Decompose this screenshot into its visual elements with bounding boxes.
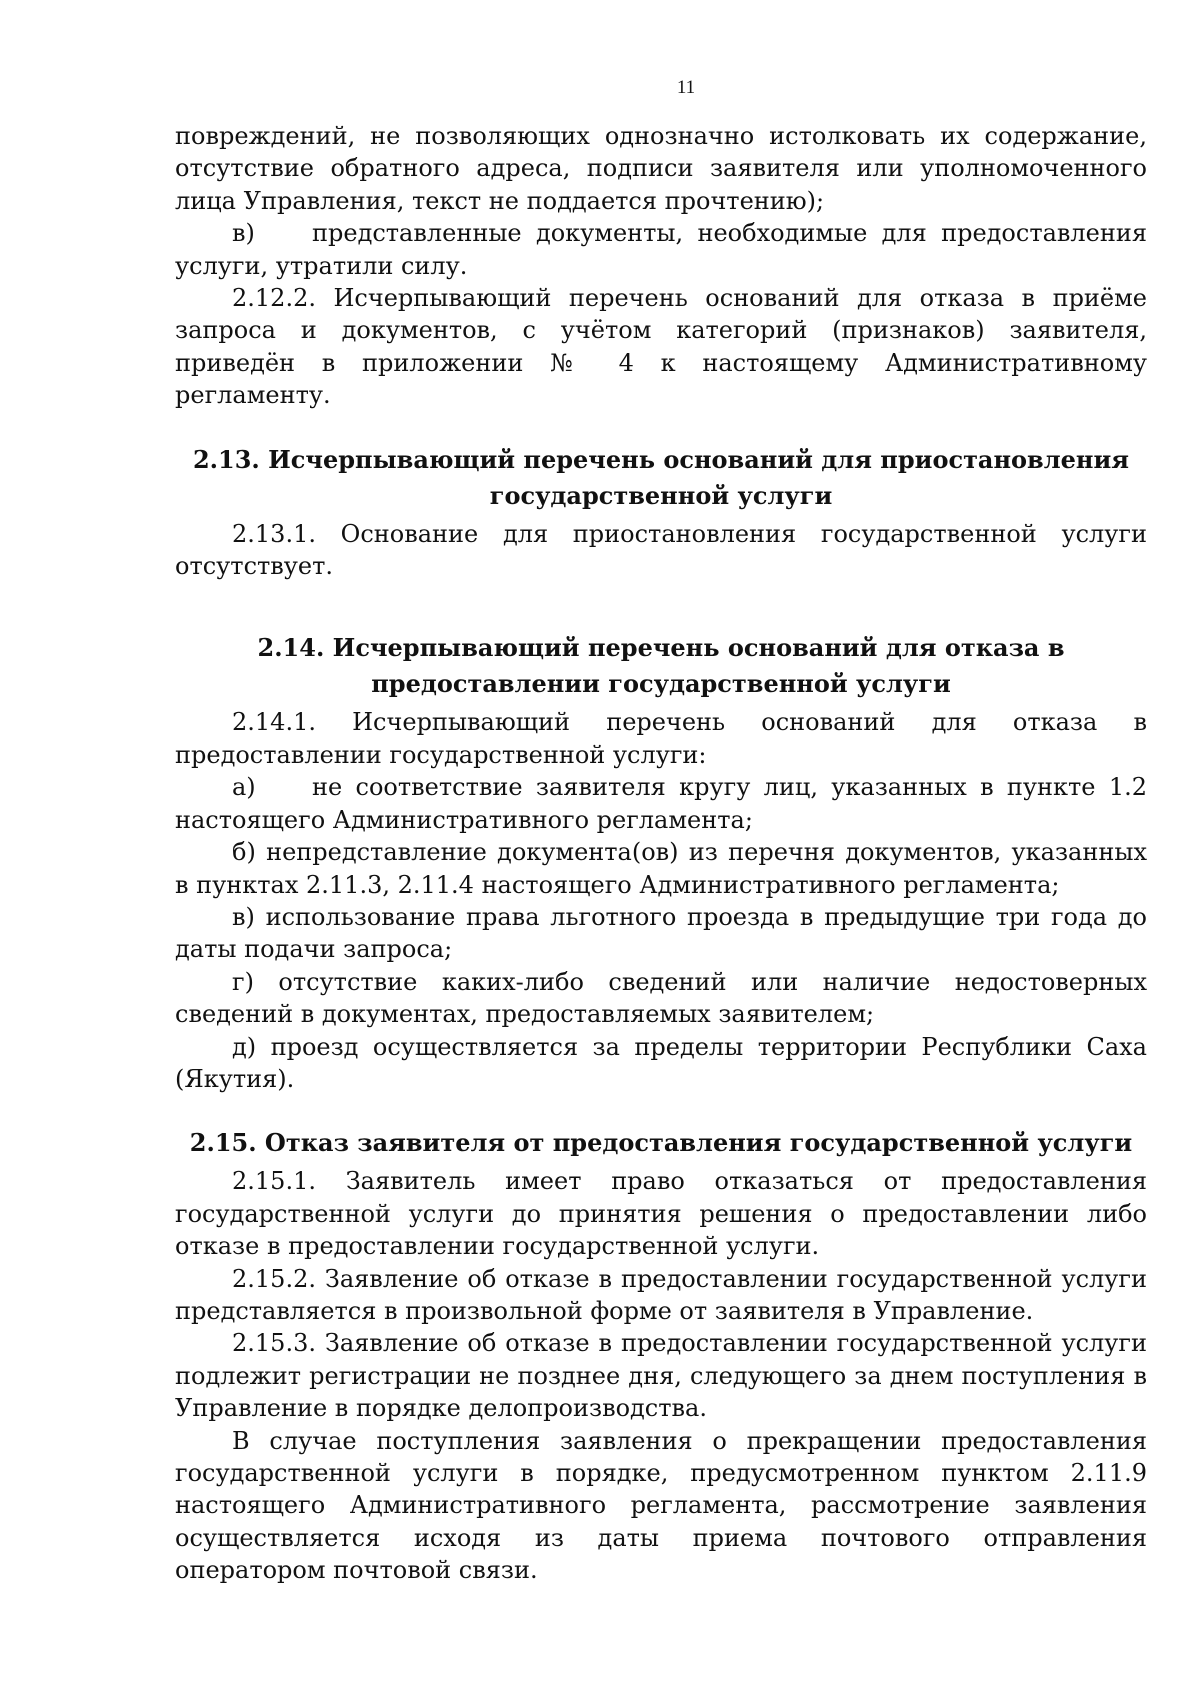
paragraph: 2.12.2. Исчерпывающий перечень оснований для отказа в приёме запроса и документов, с учётом категорий (признаков) заявителя, приведён в приложении № 4 к настоящему Административному регламенту. <box>175 284 1147 410</box>
list-item-text: не соответствие заявителя кругу лиц, указанных в пункте 1.2 настоящего Административного регламента; <box>175 773 1147 834</box>
list-item-a <box>175 771 1147 836</box>
list-item-text: представленные документы, необходимые для предоставления услуги, утратили силу. <box>175 219 1147 280</box>
list-item-label: а) <box>232 773 256 802</box>
list-item-v <box>175 217 1147 282</box>
list-item-d: д) проезд осуществляется за пределы территории Республики Саха (Якутия). <box>175 1032 1147 1093</box>
paragraph: 2.15.2. Заявление об отказе в предоставлении государственной услуги представляется в произвольной форме от заявителя в Управление. <box>175 1264 1147 1325</box>
section-heading-2-15: 2.15. Отказ заявителя от предоставления государственной услуги <box>189 1128 1133 1158</box>
section-heading-2-14: 2.14. Исчерпывающий перечень оснований для отказа в предоставлении государственной услуги <box>257 633 1065 699</box>
paragraph: 2.15.3. Заявление об отказе в предоставлении государственной услуги подлежит регистрации не позднее дня, следующего за днем поступления в Управление в порядке делопроизводства. <box>175 1329 1147 1423</box>
paragraph: В случае поступления заявления о прекращении предоставления государственной услуги в порядке, предусмотренном пунктом 2.11.9 настоящего Административного регламента, рассмотрение заявления осуществляется исходя из даты приема почтового отправления оператором почтовой связи. <box>175 1426 1147 1585</box>
paragraph: 2.13.1. Основание для приостановления государственной услуги отсутствует. <box>175 519 1147 581</box>
list-item-b: б) непредставление документа(ов) из перечня документов, указанных в пунктах 2.11.3, 2.11.4 настоящего Административного регламента; <box>175 838 1147 899</box>
paragraph: 2.15.1. Заявитель имеет право отказаться от предоставления государственной услуги до принятия решения о предоставлении либо отказе в предоставлении государственной услуги. <box>175 1167 1147 1261</box>
list-item-v: в) использование права льготного проезда в предыдущие три года до даты подачи запроса; <box>175 902 1147 964</box>
paragraph: повреждений, не позволяющих однозначно истолковать их содержание, отсутствие обратного адреса, подписи заявителя или уполномоченного лица Управления, текст не поддается прочтению); <box>175 122 1147 215</box>
list-item-g: г) отсутствие каких-либо сведений или наличие недостоверных сведений в документах, предоставляемых заявителем; <box>175 967 1147 1029</box>
paragraph: 2.14.1. Исчерпывающий перечень оснований для отказа в предоставлении государственной услуги: <box>175 708 1147 769</box>
list-item-label: в) <box>232 219 255 248</box>
section-heading-2-13: 2.13. Исчерпывающий перечень оснований для приостановления государственной услуги <box>192 444 1130 510</box>
document-body <box>175 120 1147 1587</box>
page-number: 11 <box>676 77 696 98</box>
